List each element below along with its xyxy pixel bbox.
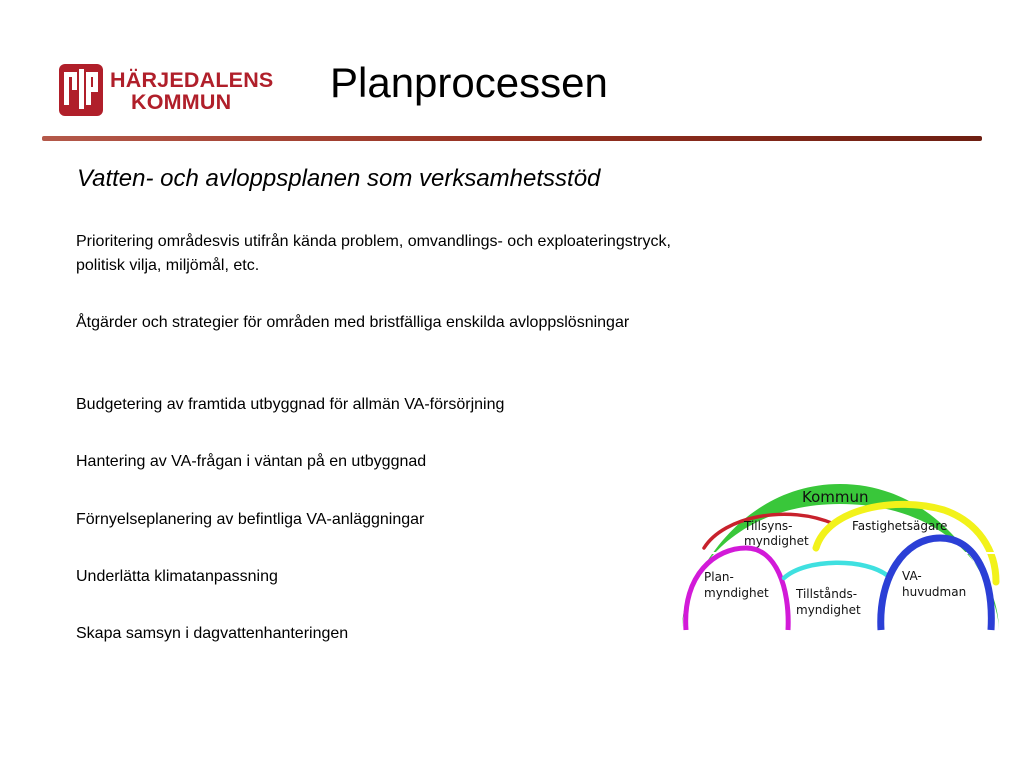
bullet-budgetering: Budgetering av framtida utbyggnad för allmän VA-försörjning bbox=[76, 396, 505, 413]
title-divider bbox=[42, 136, 982, 141]
tillstand-arc bbox=[784, 563, 888, 578]
bullet-prioritering: Prioritering områdesvis utifrån kända problem, omvandlings- och exploateringstryck, politisk vilja, miljömål, etc. bbox=[76, 233, 671, 274]
bullet-dagvatten: Skapa samsyn i dagvattenhanteringen bbox=[76, 625, 349, 642]
label-tillsyn-1: Tillsyns- bbox=[744, 519, 793, 533]
bullet-atgarder: Åtgärder och strategier för områden med bristfälliga enskilda avloppslösningar bbox=[76, 314, 630, 331]
label-tillsyn-2: myndighet bbox=[744, 534, 809, 548]
label-va-1: VA- bbox=[902, 569, 922, 583]
logo-text-line2: KOMMUN bbox=[131, 90, 232, 114]
label-tillstand-2: myndighet bbox=[796, 603, 861, 617]
logo-text-line1: HÄRJEDALENS bbox=[110, 68, 274, 92]
bullet-klimat: Underlätta klimatanpassning bbox=[76, 568, 278, 585]
label-plan-1: Plan- bbox=[704, 570, 734, 584]
va-arc bbox=[881, 538, 992, 630]
municipality-crest-icon bbox=[58, 63, 104, 117]
slide-subtitle: Vatten- och avloppsplanen som verksamhetsstöd bbox=[77, 165, 601, 192]
label-va-2: huvudman bbox=[902, 585, 967, 599]
label-tillstand-1: Tillstånds- bbox=[796, 587, 858, 601]
label-plan-2: myndighet bbox=[704, 586, 769, 600]
harjedalens-kommun-logo bbox=[58, 63, 274, 117]
label-kommun: Kommun bbox=[802, 488, 869, 506]
bullet-hantering: Hantering av VA-frågan i väntan på en utbyggnad bbox=[76, 453, 427, 470]
label-fastighet: Fastighetsägare bbox=[852, 519, 948, 533]
actors-diagram bbox=[676, 478, 1004, 636]
bullet-fornyelse: Förnyelseplanering av befintliga VA-anläggningar bbox=[76, 511, 425, 528]
page-title: Planprocessen bbox=[330, 59, 608, 106]
